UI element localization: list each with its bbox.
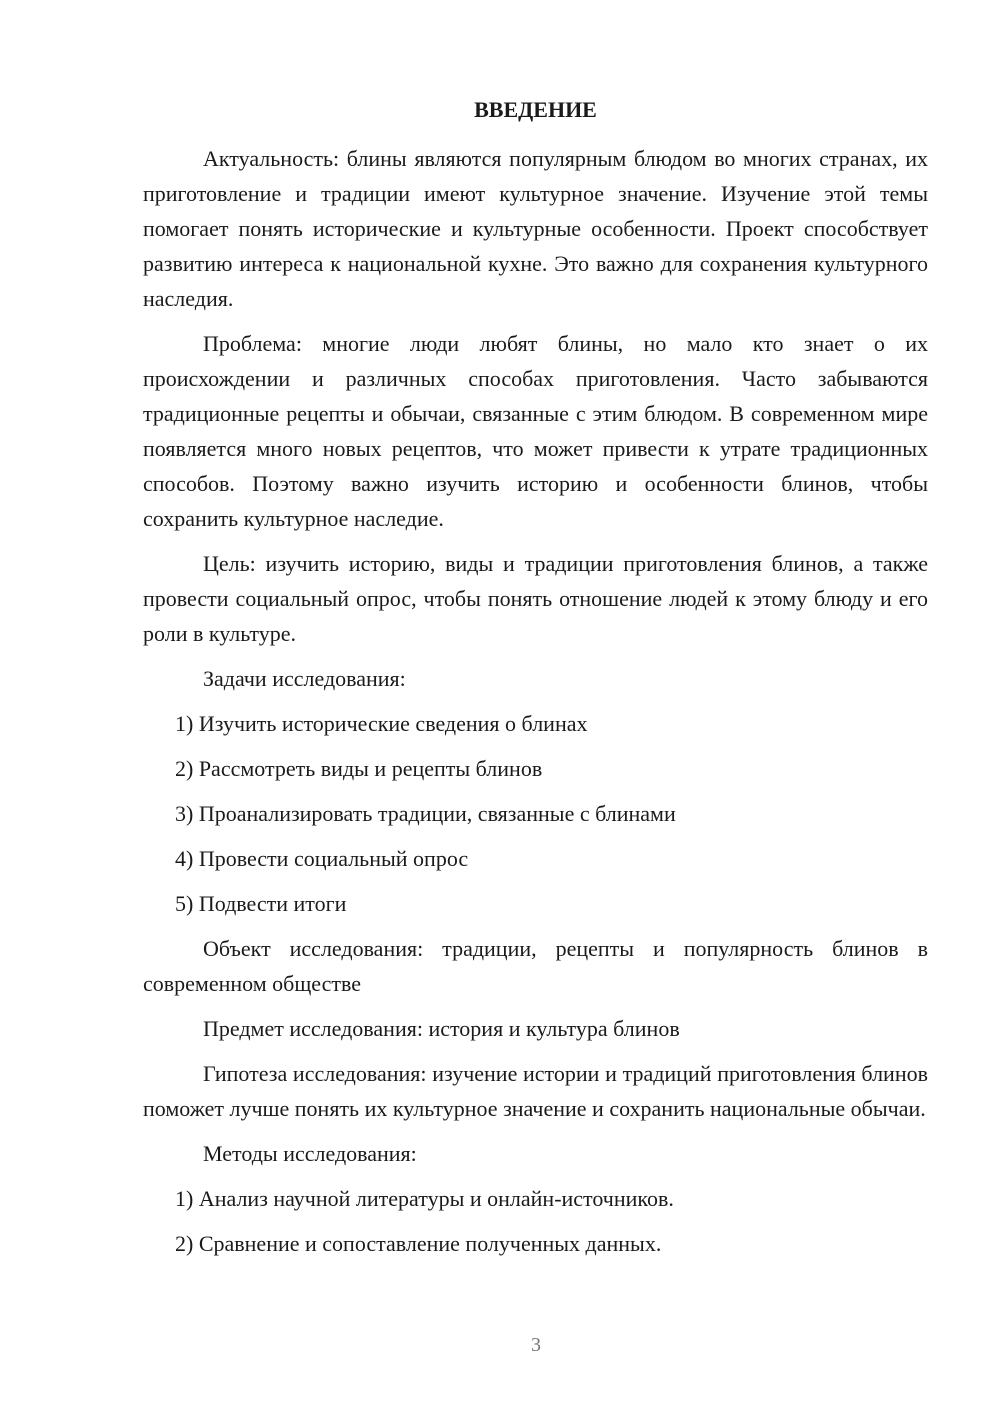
hypothesis-paragraph: Гипотеза исследования: изучение истории и традиций приготовления блинов поможет лучше понять их культурное значение и сохранить национальные обычаи. — [143, 1061, 928, 1121]
tasks-label: Задачи исследования: — [203, 666, 406, 691]
method-item: 1) Анализ научной литературы и онлайн-источников. — [175, 1186, 674, 1211]
relevance-paragraph: Актуальность: блины являются популярным блюдом во многих странах, их приготовление и традиции имеют культурное значение. Изучение этой темы помогает понять исторические и культурные особенности. Проект способствует развитию интереса к национальной кухне. Это важно для сохранения культурного наследия. — [143, 146, 928, 311]
object-paragraph: Объект исследования: традиции, рецепты и популярность блинов в современном обществе — [143, 936, 928, 996]
methods-label: Методы исследования: — [203, 1141, 417, 1166]
problem-paragraph: Проблема: многие люди любят блины, но мало кто знает о их происхождении и различных способах приготовления. Часто забываются традиционные рецепты и обычаи, связанные с этим блюдом. В современном мире появляется много новых рецептов, что может привести к утрате традиционных способов. Поэтому важно изучить историю и особенности блинов, чтобы сохранить культурное наследие. — [143, 331, 928, 531]
task-item: 4) Провести социальный опрос — [175, 846, 469, 871]
task-item: 3) Проанализировать традиции, связанные с блинами — [175, 801, 676, 826]
page-number: 3 — [531, 1334, 541, 1356]
task-item: 2) Рассмотреть виды и рецепты блинов — [175, 756, 543, 781]
page-content — [143, 92, 928, 1271]
goal-paragraph: Цель: изучить историю, виды и традиции приготовления блинов, а также провести социальный опрос, чтобы понять отношение людей к этому блюду и его роли в культуре. — [143, 551, 928, 646]
method-item: 2) Сравнение и сопоставление полученных данных. — [175, 1231, 662, 1256]
section-title: ВВЕДЕНИЕ — [474, 97, 597, 122]
subject-paragraph: Предмет исследования: история и культура блинов — [203, 1016, 680, 1041]
task-item: 1) Изучить исторические сведения о блинах — [175, 711, 588, 736]
task-item: 5) Подвести итоги — [175, 891, 347, 916]
